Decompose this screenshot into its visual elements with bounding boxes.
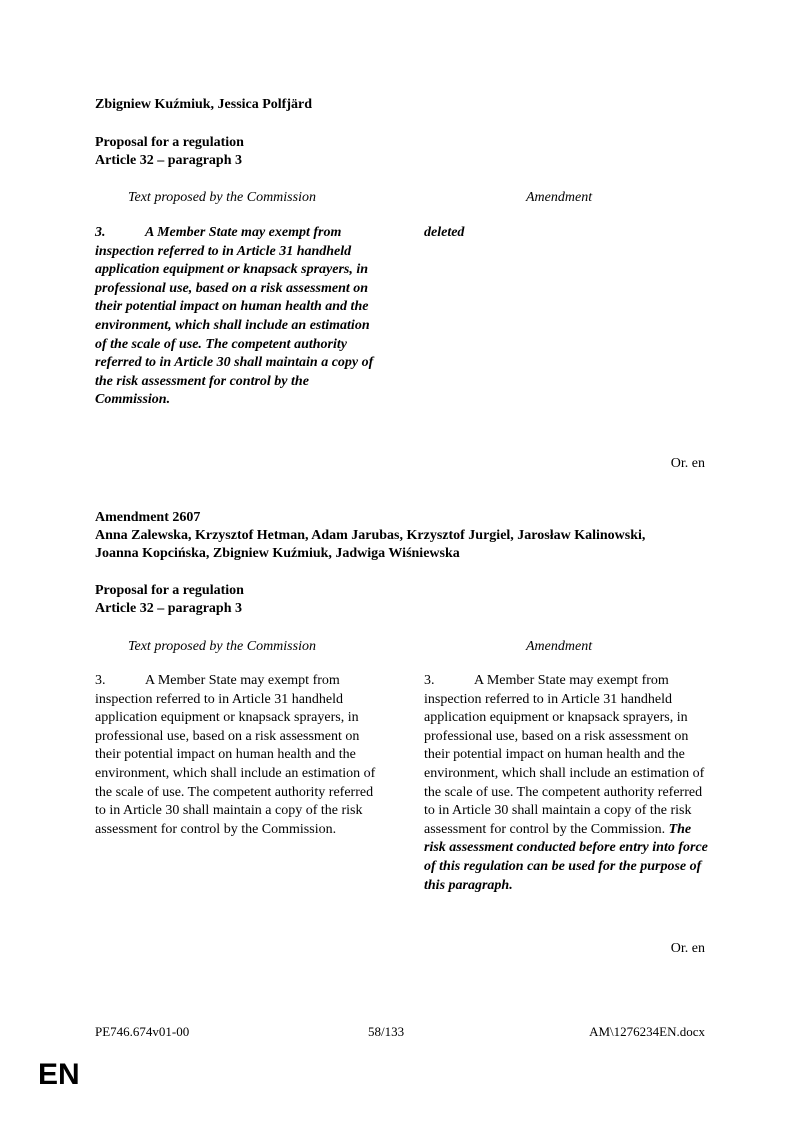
amendment-2-original-language: Or. en [670,941,705,956]
amendment-2-right-column-header: Amendment [526,639,593,654]
amendment-1-proposal-title: Proposal for a regulation [95,135,244,150]
amendment-1-left-number: 3. [95,225,106,240]
amendment-2-authors: Anna Zalewska, Krzysztof Hetman, Adam Jarubas, Krzysztof Jurgiel, Jarosław Kalinowski, Joanna Kopcińska, Zbigniew Kuźmiuk, Jadwiga Wiśniewska [95,528,646,561]
amendment-2-article-ref: Article 32 – paragraph 3 [95,601,242,616]
amendment-2-left-column-header: Text proposed by the Commission [128,639,316,654]
amendment-1-right-column-header: Amendment [526,190,593,205]
amendment-1-amendment-text: deleted [424,225,465,240]
amendment-2-number: Amendment 2607 [95,510,201,525]
amendment-1-left-body: A Member State may exempt from inspection referred to in Article 31 handheld application equipment or knapsack sprayers, in professional use, based on a risk assessment on their potential impact on human health and the environment, which shall include an estimation of the scale of use. The competent authority referred to in Article 30 shall maintain a copy of the risk assessment for control by the Commission. [95,225,374,408]
amendment-2-amendment-text [424,672,709,895]
amendment-2-left-number: 3. [95,673,106,688]
amendment-1-original-language: Or. en [670,456,705,471]
amendment-2-right-body: A Member State may exempt from inspection referred to in Article 31 handheld application equipment or knapsack sprayers, in professional use, based on a risk assessment on their potential impact on human health and the environment, which shall include an estimation of the scale of use. The competent authority referred to in Article 30 shall maintain a copy of the risk assessment for control by the Commission. [424,673,705,837]
amendment-2-added-text: The risk assessment conducted before entry into force of this regulation can be used for the purpose of this paragraph. [424,821,708,893]
amendment-1-article-ref: Article 32 – paragraph 3 [95,153,242,168]
amendment-2-commission-text [95,672,380,839]
amendment-2-proposal-title: Proposal for a regulation [95,583,244,598]
amendment-1-left-column-header: Text proposed by the Commission [128,190,316,205]
footer-doc-ref: PE746.674v01-00 [95,1024,190,1039]
language-code: EN [38,1058,80,1091]
footer-page-number: 58/133 [368,1024,405,1039]
footer-file-name: AM\1276234EN.docx [589,1024,705,1039]
amendment-1-authors: Zbigniew Kuźmiuk, Jessica Polfjärd [95,97,313,112]
amendment-2-right-number: 3. [424,673,435,688]
amendment-1-commission-text [95,224,380,410]
amendment-2-left-body: A Member State may exempt from inspection referred to in Article 31 handheld application equipment or knapsack sprayers, in professional use, based on a risk assessment on their potential impact on human health and the environment, which shall include an estimation of the scale of use. The competent authority referred to in Article 30 shall maintain a copy of the risk assessment for control by the Commission. [95,673,376,837]
